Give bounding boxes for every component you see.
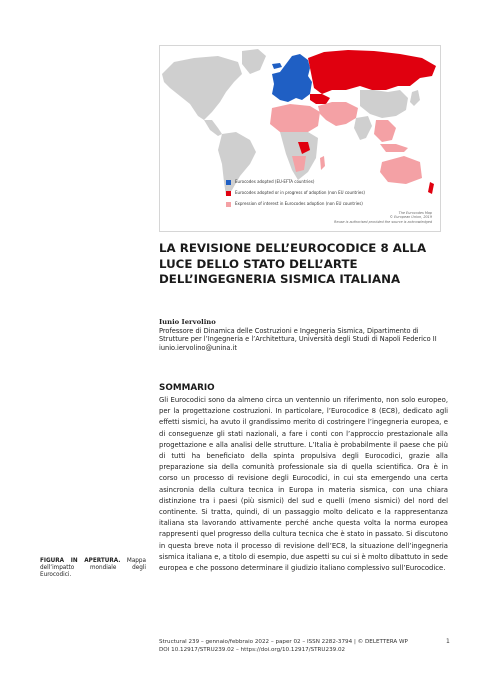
map-greenland bbox=[242, 49, 266, 74]
map-north-africa bbox=[270, 104, 320, 134]
legend-swatch bbox=[226, 202, 231, 207]
legend-item-adopted bbox=[226, 190, 366, 196]
map-credit-line: © European Union, 2019 bbox=[389, 215, 432, 220]
figure-caption bbox=[40, 558, 146, 580]
map-india bbox=[354, 116, 372, 140]
legend-swatch bbox=[226, 180, 231, 185]
summary-heading: SOMMARIO bbox=[159, 383, 215, 393]
article-title: LA REVISIONE DELL’EUROCODICE 8 ALLA LUCE DELLO STATO DELL’ARTE DELL’INGEGNERIA SISMICA ITALIANA bbox=[159, 241, 427, 286]
footer-journal-line: Structural 239 – gennaio/febbraio 2022 – paper 02 – ISSN 2282-3794 | © DELETTERA WP bbox=[159, 639, 408, 645]
map-russia-adopters bbox=[308, 50, 436, 94]
map-new-zealand bbox=[428, 182, 434, 194]
map-china bbox=[360, 90, 408, 118]
summary-text: Gli Eurocodici sono da almeno circa un ventennio un riferimento, non solo europeo, per la progettazione costruzioni. In particolare, l’Eurocodice 8 (EC8), dedicato agli effetti sismici, ha avuto il grandissimo merito di costringere l’ingegneria europea, e di conseguenze gli stati nazionali, a fare i conti con l’approccio prestazionale alla progettazione e alla analisi delle strutture. L’Italia è probabilmente il paese che più di tutti ha beneficiato della spinta propulsiva degli Eurocodici, grazie alla preparazione sia della comunità professionale sia di quella scientifica. Ora è in corso un processo di revisione degli Eurocodici, in cui sta emergendo una certa asincronia della cultura tecnica in Europa in materia sismica, con una chiara distinzione tra i paesi (più sismici) del sud e quelli (meno sismici) del nord del continente. Si tratta, quindi, di un passaggio molto delicato e la rappresentanza italiana sta lavorando attivamente perché anche questa volta la norma europea rappresenti quel progresso della cultura tecnica che è stato in passato. Si discutono in questa breve nota il processo di revisione dell’EC8, la situazione dell’ingegneria sismica italiana e, a titolo di esempio, due aspetti su cui si è molto dibattuto in sede europea e che possono determinare il giudizio italiano complessivo sull’Eurocodice. bbox=[159, 396, 448, 573]
map-southeast-asia bbox=[374, 120, 396, 142]
author-email: iunio.iervolino@unina.it bbox=[159, 343, 237, 352]
page-footer bbox=[159, 638, 408, 655]
author-name: Iunio Iervolino bbox=[159, 318, 216, 326]
footer-doi-line: DOI 10.12917/STRU239.02 – https://doi.org/10.12917/STRU239.02 bbox=[159, 647, 346, 654]
map-europe-eu bbox=[272, 54, 312, 102]
legend-item-eu bbox=[226, 179, 366, 185]
map-middle-east bbox=[318, 102, 358, 126]
map-turkey-region bbox=[310, 94, 330, 104]
legend-label: Expression of interest in Eurocodes adoption (non EU countries) bbox=[235, 201, 363, 206]
caption-label: FIGURA IN APERTURA. bbox=[40, 558, 121, 564]
author-block bbox=[159, 318, 449, 352]
map-iceland bbox=[272, 63, 282, 69]
map-credit-line: Reuse is authorised provided the source is acknowledged bbox=[334, 219, 432, 224]
legend-item-interest bbox=[226, 201, 366, 207]
legend-swatch bbox=[226, 191, 231, 196]
author-affiliation: Professore di Dinamica delle Costruzioni e Ingegneria Sismica, Dipartimento di Strutture per l’Ingegneria e l’Architettura, Università degli Studi di Napoli Federico II bbox=[159, 326, 437, 344]
map-madagascar bbox=[320, 156, 325, 170]
map-legend bbox=[226, 179, 366, 212]
caption-text: Mappa dell’impatto mondiale degli Eurocodici. bbox=[40, 558, 147, 579]
map-credit bbox=[334, 211, 432, 224]
eurocodes-world-map-figure bbox=[159, 45, 441, 232]
map-indonesia bbox=[380, 144, 408, 152]
map-credit-line: The Eurocodes Map bbox=[398, 211, 432, 215]
page-number: 1 bbox=[446, 638, 450, 645]
legend-label: Eurocodes adopted (EU-EFTA countries) bbox=[235, 179, 315, 184]
map-japan bbox=[410, 90, 420, 106]
legend-label: Eurocodes adopted or in progress of adoption (non EU countries) bbox=[235, 190, 365, 195]
map-central-america bbox=[204, 120, 222, 136]
map-australia bbox=[380, 156, 422, 184]
map-north-america bbox=[162, 56, 242, 120]
